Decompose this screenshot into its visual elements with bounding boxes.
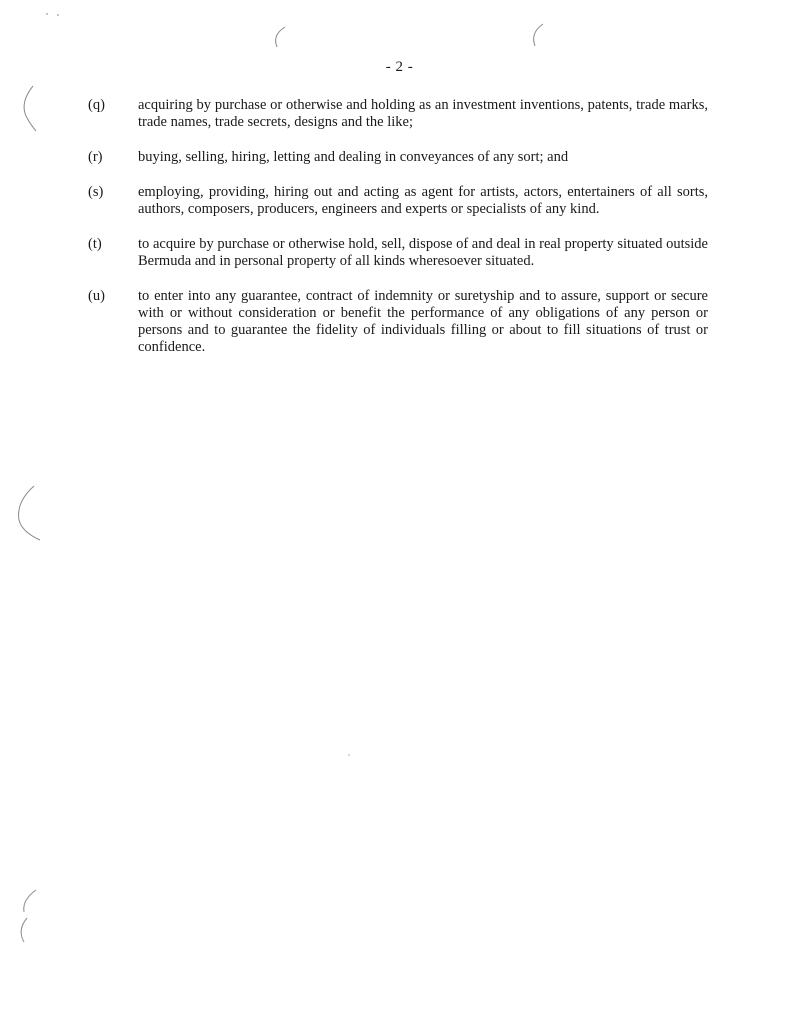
clause-text: to enter into any guarantee, contract of indemnity or suretyship and to assure, support or secure with or without consideration or benefit the performance of any obligations of any person or persons and to guarantee the fidelity of individuals filling or about to fill situations of trust or confidence. [138,288,708,355]
clause-list [88,97,708,374]
page-number: - 2 - [385,59,414,75]
clause-q [88,97,708,131]
clause-text: employing, providing, hiring out and acting as agent for artists, actors, entertainers of all sorts, authors, composers, producers, engineers and experts or specialists of any kind. [138,184,708,217]
clause-text: buying, selling, hiring, letting and dealing in conveyances of any sort; and [138,149,569,165]
clause-t [88,236,708,270]
clause-text: acquiring by purchase or otherwise and holding as an investment inventions, patents, trade marks, trade names, trade secrets, designs and the like; [138,97,708,130]
scan-speck [46,13,48,15]
punch-hole-lower-b [21,918,27,942]
clause-label: (t) [88,236,102,252]
scan-speck [57,14,59,16]
scan-speck [348,754,349,755]
scan-mark-top-right [534,24,543,46]
clause-label: (r) [88,149,103,165]
clause-r [88,149,708,166]
clause-label: (u) [88,288,105,304]
clause-text: to acquire by purchase or otherwise hold, sell, dispose of and deal in real property situated outside Bermuda and in personal property of all kinds wheresoever situated. [138,236,708,269]
clause-label: (s) [88,184,104,200]
punch-hole-upper [24,86,36,131]
clause-s [88,184,708,218]
punch-hole-middle [19,486,40,540]
punch-hole-lower-a [24,890,36,912]
clause-u [88,288,708,356]
clause-label: (q) [88,97,105,113]
scan-mark-top-left [276,27,285,47]
